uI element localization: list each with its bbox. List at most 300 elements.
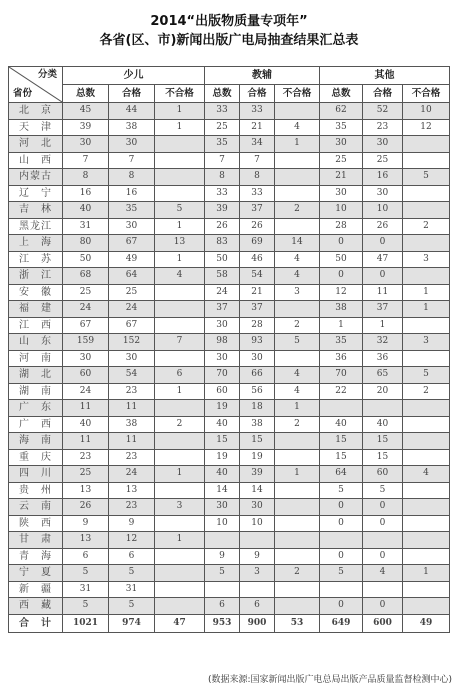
value-cell — [275, 169, 320, 186]
value-cell: 0 — [363, 598, 403, 615]
value-cell: 14 — [240, 482, 275, 499]
province-cell: 贵 州 — [9, 482, 63, 499]
value-cell: 1 — [403, 284, 450, 301]
table-row — [9, 284, 450, 301]
table-row — [9, 317, 450, 334]
value-cell: 13 — [109, 482, 155, 499]
value-cell: 26 — [205, 218, 240, 235]
value-cell: 30 — [109, 136, 155, 153]
table-row — [9, 202, 450, 219]
value-cell: 5 — [320, 482, 363, 499]
table-row — [9, 169, 450, 186]
value-cell: 649 — [320, 614, 363, 632]
value-cell: 2 — [275, 416, 320, 433]
value-cell — [403, 152, 450, 169]
value-cell: 19 — [240, 449, 275, 466]
value-cell: 1021 — [63, 614, 109, 632]
value-cell — [363, 581, 403, 598]
value-cell: 30 — [240, 350, 275, 367]
value-cell: 5 — [205, 565, 240, 582]
value-cell: 35 — [320, 119, 363, 136]
value-cell: 1 — [403, 301, 450, 318]
value-cell: 0 — [320, 235, 363, 252]
table-row — [9, 301, 450, 318]
province-cell: 北 京 — [9, 103, 63, 120]
value-cell — [275, 218, 320, 235]
value-cell — [363, 400, 403, 417]
value-cell — [403, 433, 450, 450]
value-cell: 38 — [109, 416, 155, 433]
value-cell — [403, 449, 450, 466]
value-cell: 12 — [320, 284, 363, 301]
value-cell: 0 — [363, 235, 403, 252]
value-cell — [275, 449, 320, 466]
province-cell: 山 西 — [9, 152, 63, 169]
value-cell: 93 — [240, 334, 275, 351]
value-cell: 1 — [155, 218, 205, 235]
value-cell: 600 — [363, 614, 403, 632]
table-row — [9, 218, 450, 235]
value-cell: 46 — [240, 251, 275, 268]
value-cell — [275, 301, 320, 318]
value-cell: 22 — [320, 383, 363, 400]
value-cell: 40 — [205, 466, 240, 483]
value-cell — [403, 136, 450, 153]
table-row — [9, 548, 450, 565]
value-cell — [275, 515, 320, 532]
value-cell — [275, 548, 320, 565]
table-row — [9, 136, 450, 153]
table-row — [9, 416, 450, 433]
value-cell: 30 — [320, 136, 363, 153]
sub-header-cell: 不合格 — [275, 85, 320, 103]
value-cell: 80 — [63, 235, 109, 252]
value-cell — [155, 565, 205, 582]
value-cell: 37 — [240, 202, 275, 219]
value-cell: 10 — [205, 515, 240, 532]
value-cell: 70 — [205, 367, 240, 384]
value-cell: 1 — [155, 251, 205, 268]
value-cell: 28 — [240, 317, 275, 334]
value-cell: 65 — [363, 367, 403, 384]
sub-header-cell: 合格 — [109, 85, 155, 103]
value-cell: 58 — [205, 268, 240, 285]
province-cell: 青 海 — [9, 548, 63, 565]
value-cell: 1 — [275, 400, 320, 417]
value-cell: 8 — [240, 169, 275, 186]
value-cell: 37 — [363, 301, 403, 318]
total-row — [9, 614, 450, 632]
value-cell: 11 — [63, 433, 109, 450]
group-header-other: 其他 — [320, 67, 450, 85]
value-cell: 38 — [240, 416, 275, 433]
value-cell: 23 — [363, 119, 403, 136]
value-cell: 26 — [363, 218, 403, 235]
value-cell: 64 — [109, 268, 155, 285]
province-cell: 广 西 — [9, 416, 63, 433]
value-cell: 7 — [63, 152, 109, 169]
value-cell: 49 — [109, 251, 155, 268]
value-cell: 7 — [155, 334, 205, 351]
value-cell: 24 — [205, 284, 240, 301]
table-row — [9, 350, 450, 367]
value-cell: 5 — [320, 565, 363, 582]
value-cell: 6 — [109, 548, 155, 565]
table-row — [9, 466, 450, 483]
title-line-1: 2014“出版物质量专项年” — [150, 14, 308, 29]
value-cell: 49 — [403, 614, 450, 632]
value-cell: 25 — [63, 466, 109, 483]
value-cell: 10 — [320, 202, 363, 219]
value-cell: 50 — [63, 251, 109, 268]
value-cell — [275, 433, 320, 450]
value-cell — [275, 581, 320, 598]
value-cell — [403, 416, 450, 433]
table-row — [9, 103, 450, 120]
value-cell: 1 — [275, 136, 320, 153]
value-cell: 1 — [155, 119, 205, 136]
value-cell — [155, 433, 205, 450]
value-cell: 68 — [63, 268, 109, 285]
value-cell: 39 — [240, 466, 275, 483]
value-cell — [320, 532, 363, 549]
province-cell: 河 北 — [9, 136, 63, 153]
value-cell — [403, 581, 450, 598]
province-cell: 合 计 — [9, 614, 63, 632]
value-cell — [155, 515, 205, 532]
sub-header-cell: 不合格 — [403, 85, 450, 103]
table-row — [9, 565, 450, 582]
table-row — [9, 152, 450, 169]
value-cell: 5 — [109, 565, 155, 582]
value-cell: 21 — [320, 169, 363, 186]
value-cell: 2 — [403, 218, 450, 235]
value-cell — [155, 152, 205, 169]
value-cell — [403, 598, 450, 615]
value-cell: 5 — [363, 482, 403, 499]
sub-header-cell: 合格 — [240, 85, 275, 103]
value-cell: 44 — [109, 103, 155, 120]
value-cell — [275, 482, 320, 499]
table-row — [9, 268, 450, 285]
table-row — [9, 334, 450, 351]
value-cell — [403, 268, 450, 285]
value-cell — [155, 400, 205, 417]
value-cell: 16 — [363, 169, 403, 186]
value-cell: 25 — [109, 284, 155, 301]
value-cell: 30 — [205, 317, 240, 334]
value-cell: 60 — [205, 383, 240, 400]
value-cell: 30 — [205, 350, 240, 367]
province-cell: 辽 宁 — [9, 185, 63, 202]
province-cell: 新 疆 — [9, 581, 63, 598]
value-cell: 5 — [275, 334, 320, 351]
value-cell — [155, 449, 205, 466]
province-cell: 甘 肃 — [9, 532, 63, 549]
value-cell: 1 — [403, 565, 450, 582]
value-cell — [275, 152, 320, 169]
table-row — [9, 532, 450, 549]
value-cell: 5 — [155, 202, 205, 219]
value-cell: 69 — [240, 235, 275, 252]
table-row — [9, 185, 450, 202]
value-cell: 40 — [320, 416, 363, 433]
value-cell — [155, 598, 205, 615]
value-cell: 974 — [109, 614, 155, 632]
value-cell: 15 — [363, 449, 403, 466]
value-cell — [403, 532, 450, 549]
value-cell: 0 — [363, 499, 403, 516]
value-cell: 25 — [63, 284, 109, 301]
value-cell: 36 — [363, 350, 403, 367]
value-cell: 0 — [320, 598, 363, 615]
province-cell: 湖 南 — [9, 383, 63, 400]
province-cell: 安 徽 — [9, 284, 63, 301]
value-cell: 8 — [63, 169, 109, 186]
value-cell: 1 — [155, 532, 205, 549]
value-cell: 30 — [109, 350, 155, 367]
value-cell: 18 — [240, 400, 275, 417]
province-cell: 西 藏 — [9, 598, 63, 615]
value-cell — [275, 598, 320, 615]
value-cell: 4 — [363, 565, 403, 582]
value-cell: 40 — [63, 202, 109, 219]
value-cell — [403, 350, 450, 367]
title-line-2: 各省(区、市)新闻出版广电局抽查结果汇总表 — [99, 33, 359, 48]
province-cell: 山 东 — [9, 334, 63, 351]
value-cell — [275, 350, 320, 367]
value-cell: 14 — [275, 235, 320, 252]
value-cell: 4 — [275, 367, 320, 384]
value-cell: 24 — [63, 383, 109, 400]
value-cell — [155, 350, 205, 367]
value-cell: 5 — [403, 367, 450, 384]
table-row — [9, 119, 450, 136]
value-cell — [403, 400, 450, 417]
value-cell — [403, 185, 450, 202]
value-cell: 38 — [320, 301, 363, 318]
value-cell: 6 — [155, 367, 205, 384]
value-cell: 30 — [205, 499, 240, 516]
province-cell: 内蒙古 — [9, 169, 63, 186]
value-cell: 4 — [275, 251, 320, 268]
value-cell: 53 — [275, 614, 320, 632]
value-cell: 4 — [275, 268, 320, 285]
value-cell: 37 — [205, 301, 240, 318]
province-cell: 重 庆 — [9, 449, 63, 466]
value-cell: 11 — [63, 400, 109, 417]
value-cell: 0 — [320, 499, 363, 516]
value-cell: 11 — [363, 284, 403, 301]
value-cell: 36 — [320, 350, 363, 367]
value-cell: 50 — [320, 251, 363, 268]
province-cell: 上 海 — [9, 235, 63, 252]
value-cell — [320, 581, 363, 598]
value-cell: 9 — [205, 548, 240, 565]
province-cell: 广 东 — [9, 400, 63, 417]
value-cell: 11 — [109, 400, 155, 417]
value-cell: 2 — [403, 383, 450, 400]
value-cell: 3 — [403, 334, 450, 351]
value-cell: 98 — [205, 334, 240, 351]
value-cell — [403, 317, 450, 334]
value-cell: 159 — [63, 334, 109, 351]
value-cell: 4 — [275, 119, 320, 136]
value-cell: 34 — [240, 136, 275, 153]
value-cell: 4 — [403, 466, 450, 483]
value-cell: 5 — [403, 169, 450, 186]
group-header-tutorial: 教辅 — [205, 67, 320, 85]
table-row — [9, 449, 450, 466]
province-cell: 江 西 — [9, 317, 63, 334]
value-cell: 0 — [320, 548, 363, 565]
value-cell: 83 — [205, 235, 240, 252]
value-cell: 1 — [155, 466, 205, 483]
value-cell: 67 — [109, 317, 155, 334]
value-cell: 6 — [63, 548, 109, 565]
value-cell: 28 — [320, 218, 363, 235]
value-cell — [205, 581, 240, 598]
value-cell: 64 — [320, 466, 363, 483]
value-cell: 25 — [363, 152, 403, 169]
value-cell — [403, 482, 450, 499]
value-cell: 13 — [155, 235, 205, 252]
value-cell: 15 — [320, 433, 363, 450]
value-cell: 40 — [363, 416, 403, 433]
table-row — [9, 482, 450, 499]
province-cell: 云 南 — [9, 499, 63, 516]
value-cell: 15 — [320, 449, 363, 466]
value-cell: 70 — [320, 367, 363, 384]
value-cell — [275, 532, 320, 549]
value-cell: 13 — [63, 532, 109, 549]
value-cell — [403, 235, 450, 252]
value-cell: 62 — [320, 103, 363, 120]
province-cell: 宁 夏 — [9, 565, 63, 582]
value-cell: 67 — [109, 235, 155, 252]
value-cell — [403, 548, 450, 565]
value-cell: 8 — [205, 169, 240, 186]
value-cell: 15 — [240, 433, 275, 450]
value-cell: 30 — [240, 499, 275, 516]
value-cell: 50 — [205, 251, 240, 268]
value-cell: 24 — [109, 466, 155, 483]
value-cell: 15 — [205, 433, 240, 450]
value-cell: 23 — [109, 383, 155, 400]
value-cell: 9 — [240, 548, 275, 565]
value-cell: 1 — [155, 383, 205, 400]
table-row — [9, 499, 450, 516]
value-cell: 5 — [109, 598, 155, 615]
value-cell: 20 — [363, 383, 403, 400]
category-label: 分类 — [37, 69, 57, 80]
value-cell: 37 — [240, 301, 275, 318]
value-cell: 32 — [363, 334, 403, 351]
sub-header-cell: 不合格 — [155, 85, 205, 103]
value-cell — [320, 400, 363, 417]
value-cell: 1 — [275, 466, 320, 483]
province-cell: 天 津 — [9, 119, 63, 136]
value-cell: 39 — [205, 202, 240, 219]
value-cell: 30 — [320, 185, 363, 202]
value-cell: 0 — [363, 548, 403, 565]
value-cell: 3 — [240, 565, 275, 582]
sub-header-cell: 总数 — [205, 85, 240, 103]
value-cell — [155, 317, 205, 334]
value-cell: 33 — [205, 185, 240, 202]
table-row — [9, 367, 450, 384]
value-cell — [275, 499, 320, 516]
value-cell: 6 — [205, 598, 240, 615]
value-cell: 2 — [275, 202, 320, 219]
table-row — [9, 251, 450, 268]
value-cell: 35 — [205, 136, 240, 153]
value-cell: 26 — [240, 218, 275, 235]
value-cell: 30 — [363, 136, 403, 153]
value-cell: 2 — [275, 317, 320, 334]
value-cell: 15 — [363, 433, 403, 450]
value-cell — [403, 499, 450, 516]
value-cell: 35 — [109, 202, 155, 219]
value-cell — [403, 515, 450, 532]
value-cell: 4 — [275, 383, 320, 400]
value-cell: 6 — [240, 598, 275, 615]
value-cell: 900 — [240, 614, 275, 632]
value-cell: 0 — [320, 515, 363, 532]
value-cell: 38 — [109, 119, 155, 136]
value-cell: 19 — [205, 400, 240, 417]
value-cell: 31 — [63, 218, 109, 235]
value-cell — [155, 185, 205, 202]
value-cell: 40 — [205, 416, 240, 433]
value-cell: 33 — [240, 185, 275, 202]
province-cell: 湖 北 — [9, 367, 63, 384]
table-row — [9, 581, 450, 598]
value-cell — [403, 202, 450, 219]
value-cell — [155, 136, 205, 153]
value-cell: 0 — [363, 268, 403, 285]
table-row — [9, 433, 450, 450]
value-cell: 2 — [155, 416, 205, 433]
value-cell: 7 — [240, 152, 275, 169]
value-cell — [155, 581, 205, 598]
province-cell: 海 南 — [9, 433, 63, 450]
province-cell: 四 川 — [9, 466, 63, 483]
value-cell: 0 — [320, 268, 363, 285]
value-cell — [155, 548, 205, 565]
value-cell: 45 — [63, 103, 109, 120]
province-cell: 浙 江 — [9, 268, 63, 285]
province-cell: 福 建 — [9, 301, 63, 318]
value-cell: 5 — [63, 598, 109, 615]
value-cell: 47 — [363, 251, 403, 268]
value-cell: 40 — [63, 416, 109, 433]
value-cell: 23 — [63, 449, 109, 466]
value-cell — [155, 482, 205, 499]
value-cell: 12 — [109, 532, 155, 549]
source-note: (数据来源:国家新闻出版广电总局出版产品质量监督检测中心) — [207, 675, 452, 685]
value-cell — [363, 532, 403, 549]
value-cell: 39 — [63, 119, 109, 136]
value-cell: 60 — [63, 367, 109, 384]
value-cell: 16 — [63, 185, 109, 202]
value-cell: 19 — [205, 449, 240, 466]
province-label: 省份 — [13, 88, 33, 99]
value-cell: 2 — [275, 565, 320, 582]
table-row — [9, 598, 450, 615]
value-cell: 52 — [363, 103, 403, 120]
sub-header-cell: 总数 — [63, 85, 109, 103]
